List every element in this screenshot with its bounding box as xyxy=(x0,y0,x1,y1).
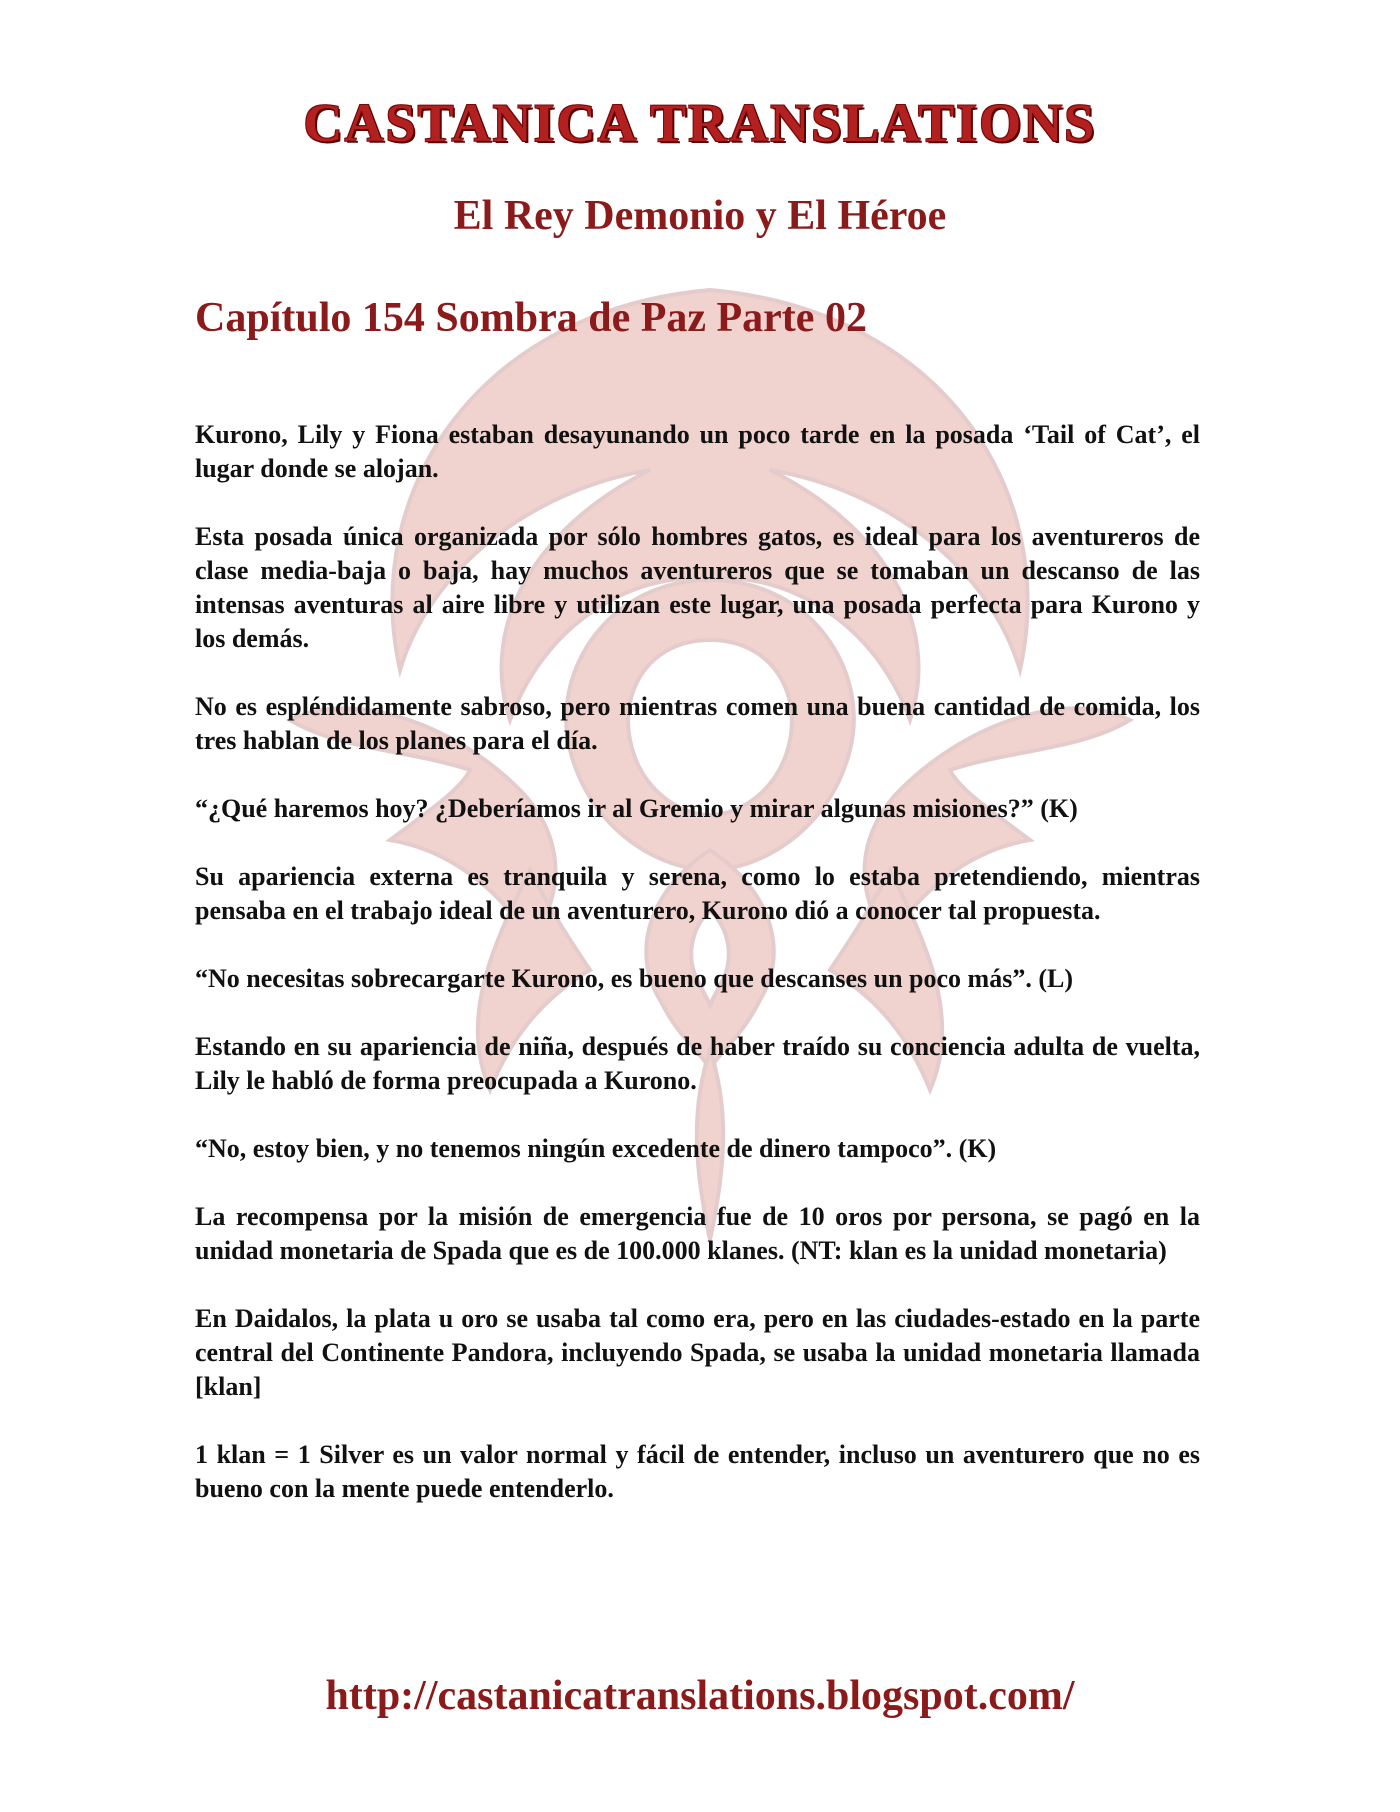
brand-title: CASTANICA TRANSLATIONS xyxy=(303,93,1097,153)
paragraph: Su apariencia externa es tranquila y serena, como lo estaba pretendiendo, mientras pensaba en el trabajo ideal de un aventurero, Kurono dió a conocer tal propuesta. xyxy=(195,862,1200,925)
paragraph: “No necesitas sobrecargarte Kurono, es bueno que descanses un poco más”. (L) xyxy=(195,964,1073,993)
paragraph: En Daidalos, la plata u oro se usaba tal como era, pero en las ciudades-estado en la parte central del Continente Pandora, incluyendo Spada, se usaba la unidad monetaria llamada [klan] xyxy=(195,1304,1200,1401)
paragraph: Kurono, Lily y Fiona estaban desayunando un poco tarde en la posada ‘Tail of Cat’, el lugar donde se alojan. xyxy=(195,420,1200,483)
paragraph: “¿Qué haremos hoy? ¿Deberíamos ir al Gremio y mirar algunas misiones?” (K) xyxy=(195,794,1078,823)
footer-url-link[interactable]: http://castanicatranslations.blogspot.com/ xyxy=(325,1673,1075,1719)
paragraph: “No, estoy bien, y no tenemos ningún excedente de dinero tampoco”. (K) xyxy=(195,1134,997,1163)
series-title: El Rey Demonio y El Héroe xyxy=(453,193,947,239)
paragraph: Esta posada única organizada por sólo hombres gatos, es ideal para los aventureros de clase media-baja o baja, hay muchos aventureros que se tomaban un descanso de las intensas aventuras al aire libre y utilizan este lugar, una posada perfecta para Kurono y los demás. xyxy=(195,522,1200,653)
paragraph: 1 klan = 1 Silver es un valor normal y fácil de entender, incluso un aventurero que no es bueno con la mente puede entenderlo. xyxy=(195,1440,1200,1503)
paragraph: La recompensa por la misión de emergencia fue de 10 oros por persona, se pagó en la unidad monetaria de Spada que es de 100.000 klanes. (NT: klan es la unidad monetaria) xyxy=(195,1202,1200,1265)
paragraph: Estando en su apariencia de niña, después de haber traído su conciencia adulta de vuelta, Lily le habló de forma preocupada a Kurono. xyxy=(195,1032,1200,1095)
chapter-title: Capítulo 154 Sombra de Paz Parte 02 xyxy=(195,295,867,341)
paragraph: No es espléndidamente sabroso, pero mientras comen una buena cantidad de comida, los tres hablan de los planes para el día. xyxy=(195,692,1200,755)
chapter-body xyxy=(195,418,1200,1540)
